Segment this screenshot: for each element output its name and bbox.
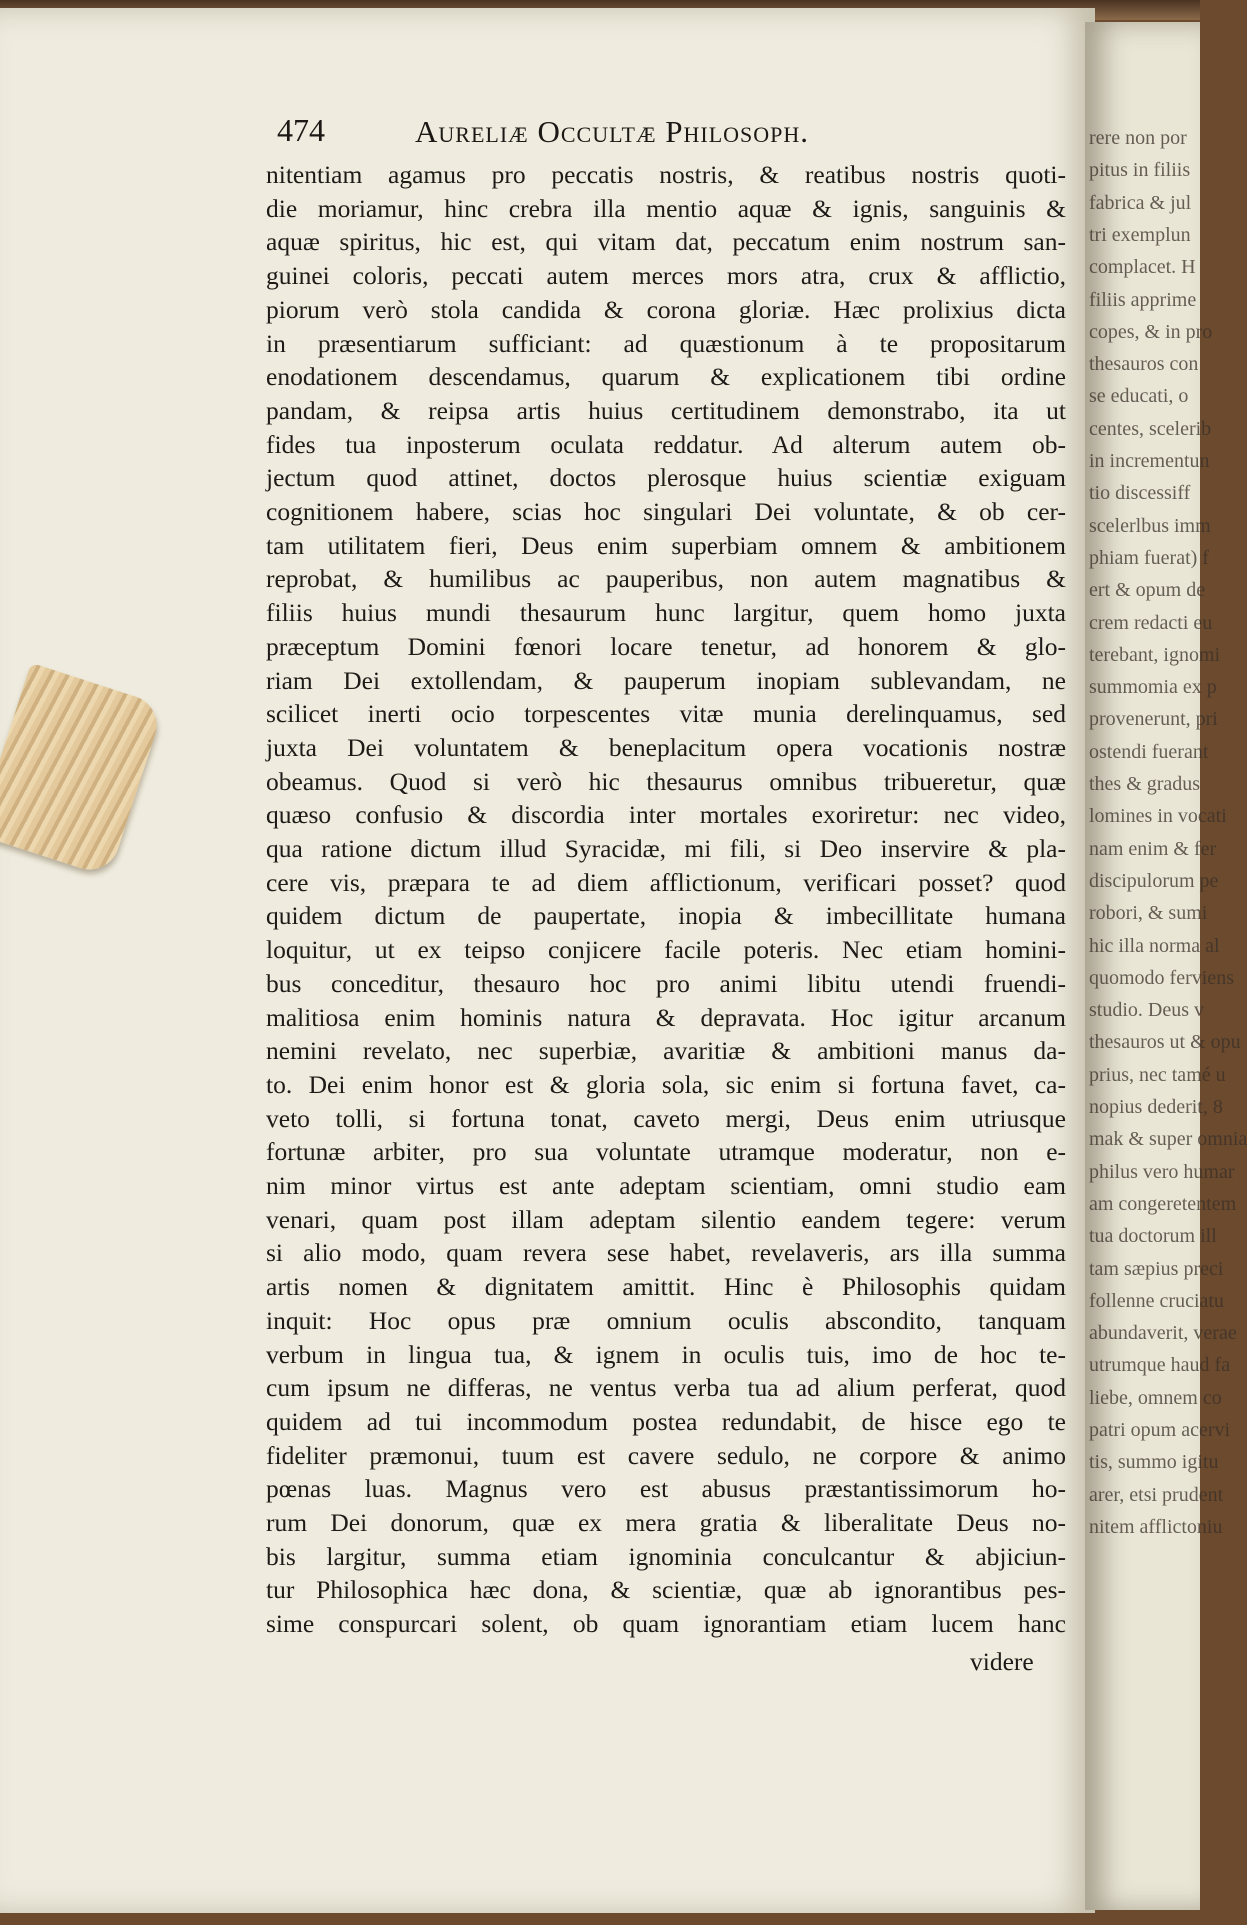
text-line: in præsentiarum sufficiant: ad quæstionum à te propositarum: [266, 328, 1066, 358]
facing-page-line: pitus in filiis: [1089, 159, 1191, 182]
facing-page-line: thesauros con: [1089, 353, 1199, 376]
facing-page-line: provenerunt, pri: [1089, 708, 1218, 731]
facing-page-line: terebant, ignomi: [1089, 643, 1221, 666]
text-line: si alio modo, quam revera sese habet, revelaveris, ars illa summa: [266, 1238, 1066, 1268]
text-line: venari, quam post illam adeptam silentio eandem tegere: verum: [266, 1204, 1066, 1234]
text-line: pandam, & reipsa artis huius certitudinem demonstrabo, ita ut: [266, 395, 1066, 425]
facing-page-line: mak & super omnia: [1089, 1128, 1247, 1151]
facing-page-line: copes, & in pro: [1089, 320, 1213, 343]
text-line: bus conceditur, thesauro hoc pro animi libitu utendi fruendi-: [266, 968, 1066, 998]
text-line: fortunæ arbiter, pro sua voluntate utramque moderatur, non e-: [266, 1137, 1066, 1167]
facing-page-line: ert & opum de: [1089, 579, 1206, 602]
text-line: to. Dei enim honor est & gloria sola, sic enim si fortuna favet, ca-: [266, 1069, 1066, 1099]
text-line: cere vis, præpara te ad diem afflictionum, verificari posset? quod: [266, 867, 1066, 897]
facing-page: [1085, 22, 1247, 1910]
running-head: Aureliæ Occultæ Philosoph.: [415, 114, 810, 149]
text-line: rum Dei donorum, quæ ex mera gratia & liberalitate Deus no-: [266, 1508, 1066, 1537]
text-line: artis nomen & dignitatem amittit. Hinc è Philosophis quidam: [266, 1272, 1066, 1302]
facing-page-line: hic illa norma al: [1089, 934, 1220, 957]
facing-page-line: thes & gradus: [1089, 773, 1201, 795]
facing-page-line: am congeretentem: [1089, 1192, 1237, 1215]
text-line: nemini revelato, nec superbiæ, avaritiæ & ambitioni manus da-: [266, 1036, 1066, 1066]
facing-page-line: prius, nec tamé u: [1089, 1063, 1226, 1086]
facing-page-line: follenne cruciatu: [1089, 1289, 1224, 1312]
text-line: fides tua inposterum oculata reddatur. Ad alterum autem ob-: [266, 429, 1066, 459]
facing-page-line: nopius dederit, 8: [1089, 1096, 1223, 1118]
text-line: verbum in lingua tua, & ignem in oculis tuis, imo de hoc te-: [266, 1339, 1066, 1369]
text-line: tur Philosophica hæc dona, & scientiæ, quæ ab ignorantibus pes-: [266, 1575, 1066, 1605]
text-line: bis largitur, summa etiam ignominia conculcantur & abjiciun-: [266, 1541, 1066, 1571]
facing-page-line: tam sæpius preci: [1089, 1257, 1224, 1280]
page-number: 474: [277, 112, 325, 148]
text-line: cum ipsum ne differas, ne ventus verba tua ad alium perferat, quod: [266, 1373, 1066, 1403]
text-line: enodationem descendamus, quarum & explicationem tibi ordine: [266, 362, 1066, 392]
text-line: pœnas luas. Magnus vero est abusus præstantissimorum ho-: [266, 1474, 1066, 1504]
text-line: guinei coloris, peccati autem merces mors atra, crux & afflictio,: [266, 261, 1066, 291]
text-line: obeamus. Quod si verò hic thesaurus omnibus tribueretur, quæ: [266, 766, 1066, 796]
facing-page-line: liebe, omnem co: [1089, 1386, 1222, 1409]
facing-page-line: tua doctorum ill: [1089, 1225, 1217, 1248]
text-line: nim minor virtus est ante adeptam scientiam, omni studio eam: [266, 1171, 1066, 1200]
page-header: [277, 112, 1077, 158]
facing-page-line: philus vero humar: [1089, 1160, 1235, 1183]
text-line: quidem dictum de paupertate, inopia & imbecillitate humana: [266, 901, 1066, 931]
text-line: scilicet inerti ocio torpescentes vitæ munia derelinquamus, sed: [266, 699, 1066, 729]
facing-page-line: robori, & sumi: [1089, 902, 1208, 925]
text-line: præceptum Domini fœnori locare tenetur, ad honorem & glo-: [266, 631, 1066, 661]
facing-page-line: tis, summo igitu: [1089, 1451, 1219, 1474]
text-line: malitiosa enim hominis natura & depravata. Hoc igitur arcanum: [266, 1002, 1066, 1032]
facing-page-line: utrumque haud fa: [1089, 1354, 1231, 1377]
facing-page-line: lomines in vocati: [1089, 805, 1227, 828]
text-line: fideliter præmonui, tuum est cavere sedulo, ne corpore & animo: [266, 1440, 1066, 1470]
facing-page-line: centes, scelerib: [1089, 417, 1212, 440]
text-line: die moriamur, hinc crebra illa mentio aquæ & ignis, sanguinis &: [266, 193, 1066, 223]
facing-page-line: se educati, o: [1089, 385, 1189, 408]
text-line: inquit: Hoc opus præ omnium oculis abscondito, tanquam: [266, 1305, 1066, 1335]
facing-page-line: arer, etsi prudent: [1089, 1483, 1224, 1506]
text-line: quæso confusio & discordia inter mortales exoriretur: nec video,: [266, 800, 1066, 830]
facing-page-line: fabrica & jul: [1089, 191, 1192, 214]
text-line: juxta Dei voluntatem & beneplacitum opera vocationis nostræ: [266, 732, 1066, 762]
text-line: cognitionem habere, scias hoc singulari Dei voluntate, & ob cer-: [266, 497, 1066, 526]
text-line: sime conspurcari solent, ob quam ignorantiam etiam lucem hanc: [266, 1609, 1066, 1639]
facing-page-line: phiam fuerat) f: [1089, 546, 1209, 569]
facing-page-line: summomia ex p: [1089, 676, 1217, 699]
facing-page-line: rere non por: [1089, 127, 1187, 149]
facing-page-line: quomodo ferviens: [1089, 966, 1234, 989]
text-line: nitentiam agamus pro peccatis nostris, & reatibus nostris quoti-: [266, 160, 1066, 189]
facing-page-line: studio. Deus v: [1089, 999, 1204, 1022]
text-line: qua ratione dictum illud Syracidæ, mi fili, si Deo inservire & pla-: [266, 834, 1066, 863]
text-line: aquæ spiritus, hic est, qui vitam dat, peccatum enim nostrum san-: [266, 227, 1066, 257]
facing-page-line: filiis apprime: [1089, 288, 1197, 311]
facing-page-line: ostendi fuerant: [1089, 740, 1209, 763]
text-line: piorum verò stola candida & corona gloriæ. Hæc prolixius dicta: [266, 294, 1066, 324]
facing-page-line: tio discessiff: [1089, 482, 1191, 505]
text-line: veto tolli, si fortuna tonat, caveto mergi, Deus enim utriusque: [266, 1103, 1066, 1133]
facing-page-line: thesauros ut & opu: [1089, 1031, 1241, 1054]
text-line: jectum quod attinet, doctos plerosque huius scientiæ exiguam: [266, 463, 1066, 493]
facing-page-line: patri opum acervi: [1089, 1419, 1231, 1441]
facing-page-line: tri exemplun: [1089, 223, 1191, 246]
facing-page-line: complacet. H: [1089, 256, 1196, 279]
facing-page-line: discipulorum pe: [1089, 869, 1219, 892]
catchword: videre: [970, 1647, 1034, 1676]
text-line: tam utilitatem fieri, Deus enim superbiam omnem & ambitionem: [266, 530, 1066, 560]
text-line: reprobat, & humilibus ac pauperibus, non autem magnatibus &: [266, 564, 1066, 594]
facing-page-line: nitem afflictoniu: [1089, 1515, 1223, 1538]
text-line: quidem ad tui incommodum postea redundabit, de hisce ego te: [266, 1406, 1066, 1436]
text-line: filiis huius mundi thesaurum hunc largitur, quem homo juxta: [266, 598, 1066, 628]
facing-page-line: scelerlbus imm: [1089, 514, 1211, 537]
text-line: loquitur, ut ex teipso conjicere facile poteris. Nec etiam homini-: [266, 935, 1066, 965]
facing-page-line: nam enim & fer: [1089, 837, 1217, 860]
facing-page-line: abundaverit, verae: [1089, 1322, 1237, 1345]
text-line: riam Dei extollendam, & pauperum inopiam sublevandam, ne: [266, 665, 1066, 695]
facing-page-line: in incrementun: [1089, 450, 1210, 472]
facing-page-line: crem redacti eu: [1089, 611, 1213, 634]
